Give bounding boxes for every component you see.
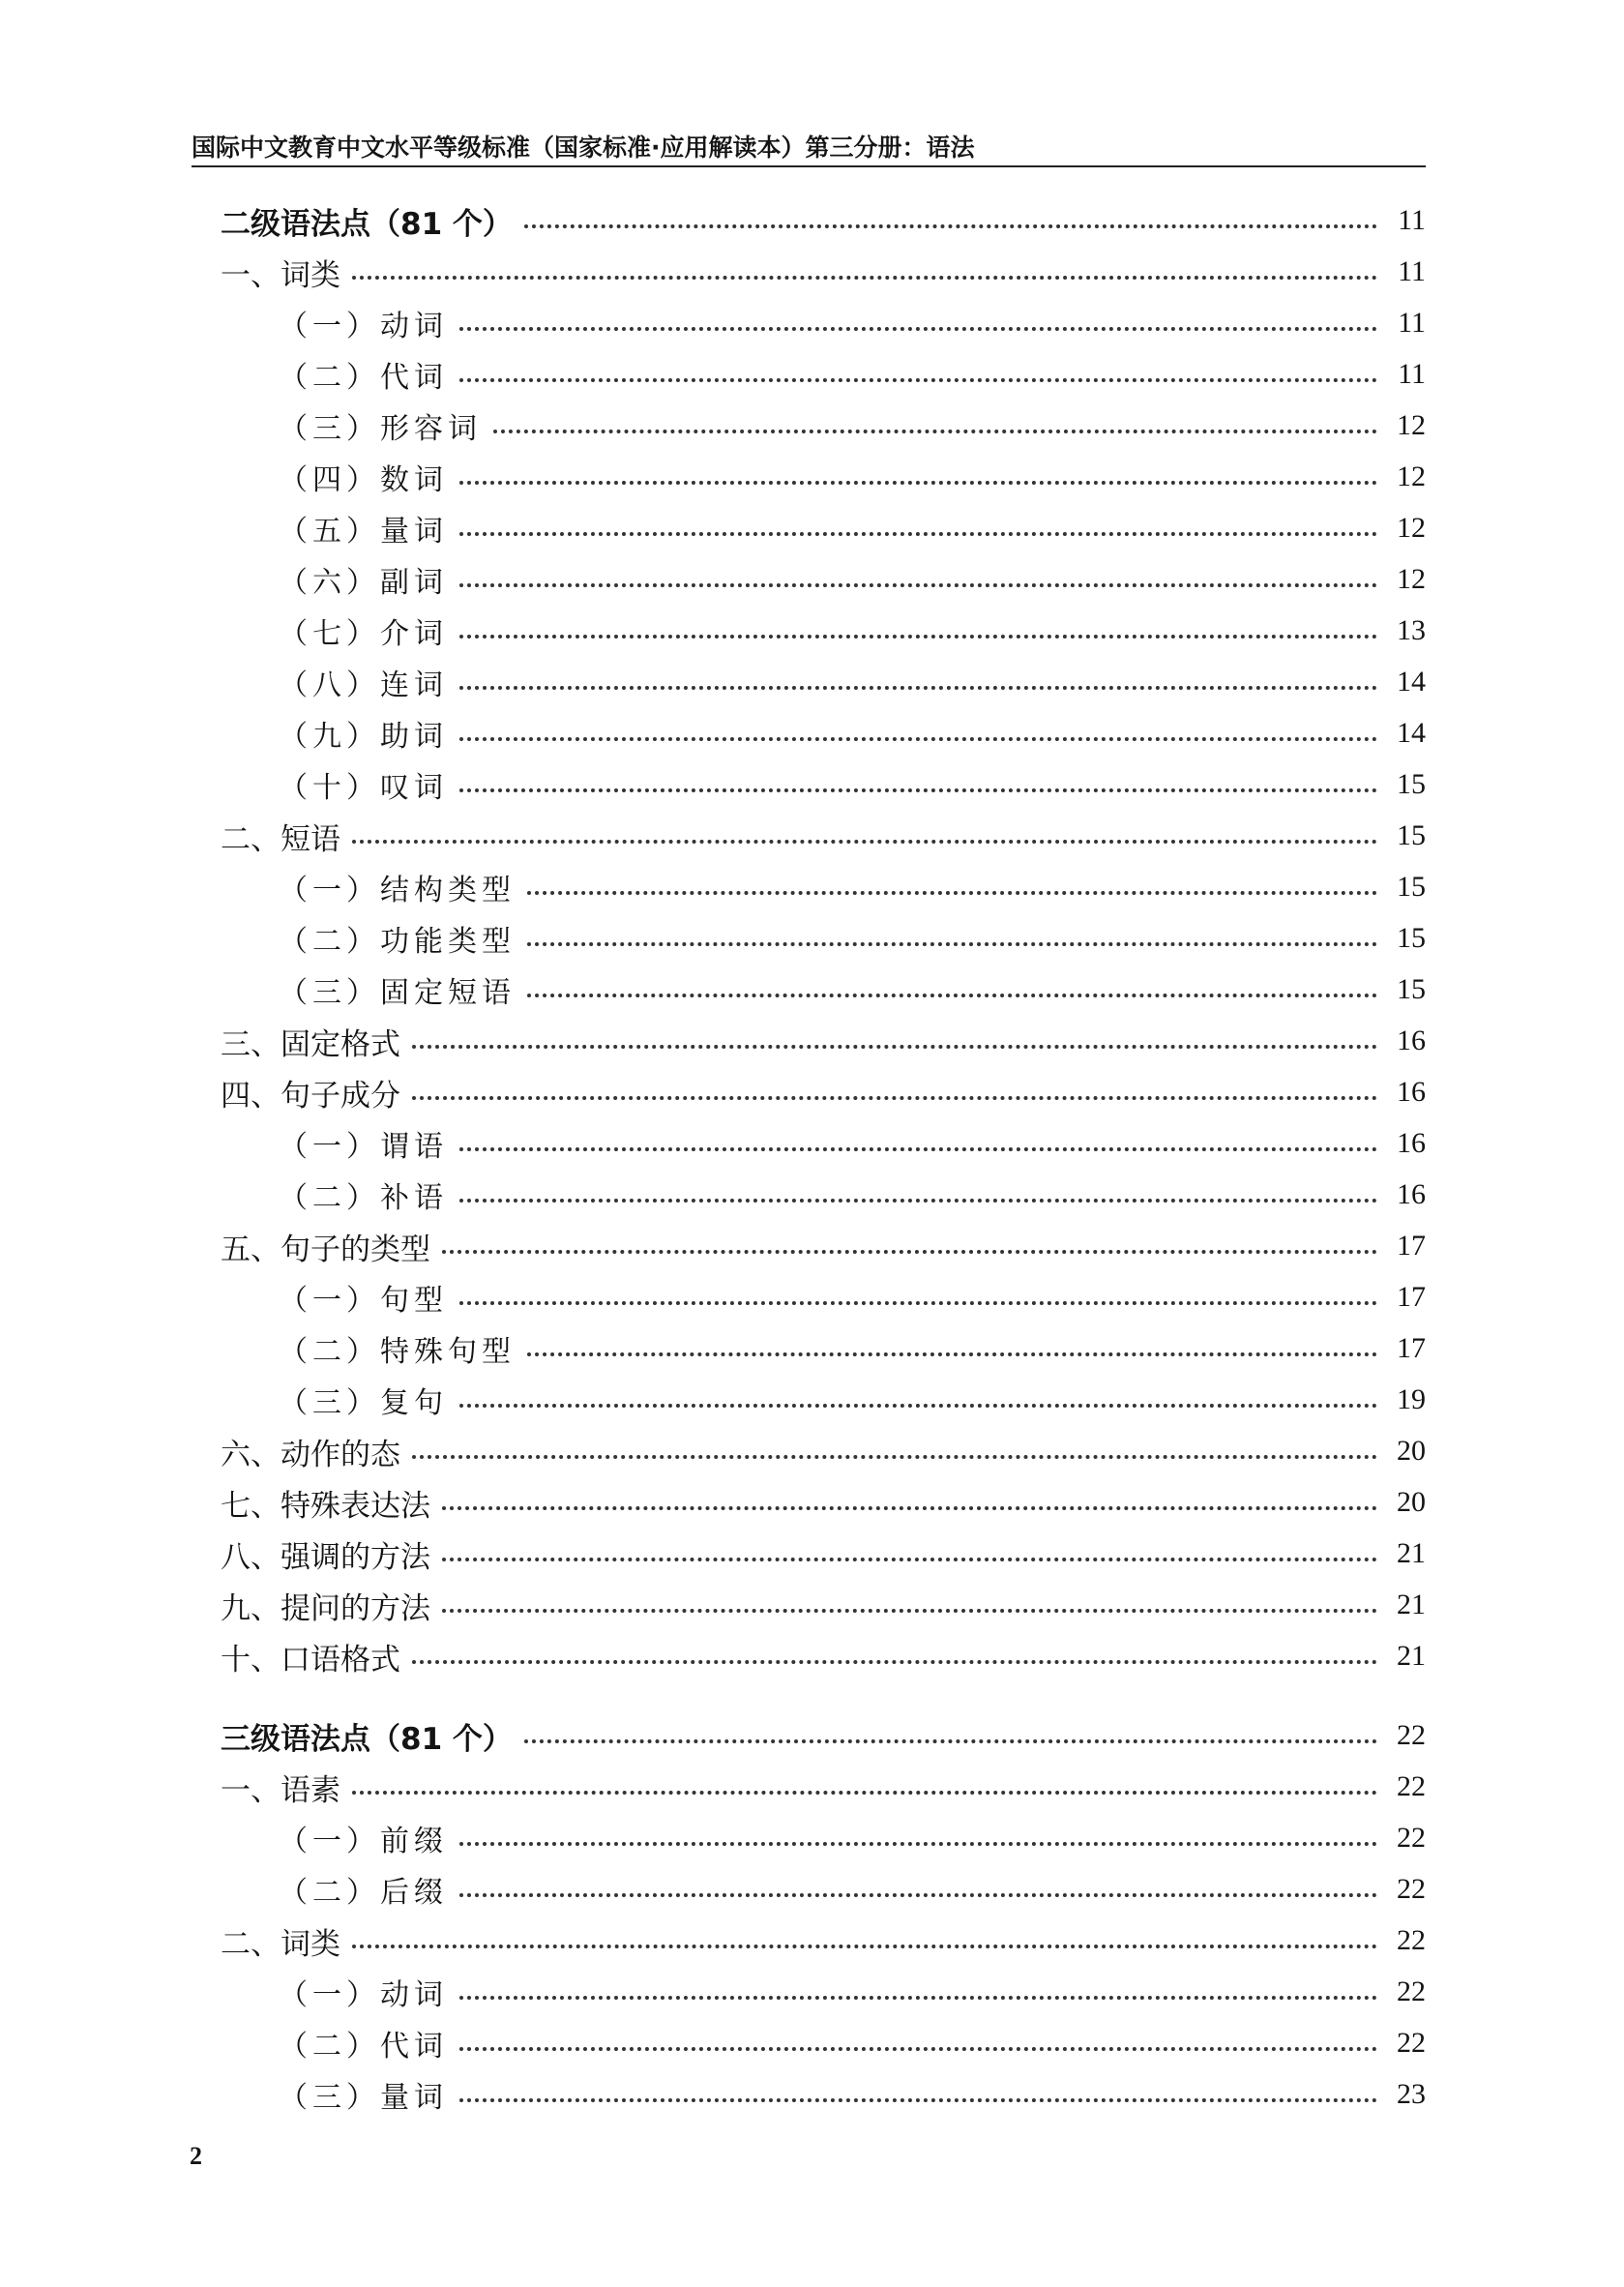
dot-leader bbox=[459, 1404, 1377, 1408]
toc-entry-label: （一）前缀 bbox=[279, 1825, 448, 1858]
dot-leader bbox=[459, 788, 1377, 792]
toc-subentry[interactable] bbox=[279, 1870, 1426, 1909]
toc-entry-page: 20 bbox=[1397, 1486, 1426, 1518]
dot-leader bbox=[352, 1945, 1377, 1948]
toc-chapter-entry[interactable] bbox=[221, 1073, 1426, 1112]
toc-entry-page: 11 bbox=[1398, 255, 1426, 287]
dot-leader bbox=[527, 1352, 1377, 1356]
toc-entry-label: （二）补语 bbox=[279, 1181, 448, 1215]
dot-leader bbox=[459, 532, 1377, 536]
toc-entry-label: （一）动词 bbox=[279, 1978, 448, 2012]
toc-entry-page: 21 bbox=[1397, 1589, 1426, 1620]
toc-entry-label: 三级语法点（81 个） bbox=[221, 1721, 513, 1757]
toc-subentry[interactable] bbox=[279, 304, 1426, 342]
toc-entry-label: 二、短语 bbox=[221, 821, 340, 857]
toc-chapter-entry[interactable] bbox=[221, 1483, 1426, 1522]
toc-entry-label: 七、特殊表达法 bbox=[221, 1488, 430, 1524]
toc-entry-page: 15 bbox=[1397, 871, 1426, 903]
dot-leader bbox=[459, 635, 1377, 639]
toc-entry-label: （六）副词 bbox=[279, 566, 448, 600]
toc-entry-page: 22 bbox=[1397, 1719, 1426, 1751]
dot-leader bbox=[524, 224, 1377, 228]
toc-chapter-entry[interactable] bbox=[221, 1432, 1426, 1470]
toc-entry-page: 22 bbox=[1397, 1975, 1426, 2007]
dot-leader bbox=[459, 1996, 1377, 2000]
toc-chapter-entry[interactable] bbox=[221, 1022, 1426, 1060]
toc-entry-label: 三、固定格式 bbox=[221, 1026, 400, 1062]
toc-chapter-entry[interactable] bbox=[221, 1227, 1426, 1265]
toc-entry-page: 21 bbox=[1397, 1640, 1426, 1672]
toc-entry-page: 17 bbox=[1397, 1332, 1426, 1364]
toc-entry-label: 四、句子成分 bbox=[221, 1078, 400, 1114]
dot-leader bbox=[459, 378, 1377, 382]
dot-leader bbox=[352, 840, 1377, 844]
toc-entry-label: （二）功能类型 bbox=[279, 925, 516, 959]
dot-leader bbox=[442, 1506, 1377, 1510]
toc-chapter-entry[interactable] bbox=[221, 1586, 1426, 1624]
toc-section-heading[interactable] bbox=[221, 1716, 1426, 1755]
toc-subentry[interactable] bbox=[279, 1973, 1426, 2011]
toc-subentry[interactable] bbox=[279, 1124, 1426, 1163]
toc-entry-page: 23 bbox=[1397, 2078, 1426, 2110]
toc-subentry[interactable] bbox=[279, 868, 1426, 906]
dot-leader bbox=[459, 583, 1377, 587]
toc-subentry[interactable] bbox=[279, 1819, 1426, 1857]
toc-entry-page: 12 bbox=[1397, 563, 1426, 595]
toc-entry-label: 一、词类 bbox=[221, 257, 340, 293]
toc-entry-page: 21 bbox=[1397, 1537, 1426, 1569]
dot-leader bbox=[459, 1893, 1377, 1897]
toc-subentry[interactable] bbox=[279, 509, 1426, 548]
toc-subentry[interactable] bbox=[279, 1278, 1426, 1317]
toc-entry-page: 17 bbox=[1397, 1230, 1426, 1262]
toc-subentry[interactable] bbox=[279, 970, 1426, 1009]
dot-leader bbox=[412, 1660, 1377, 1664]
toc-entry-page: 12 bbox=[1397, 460, 1426, 492]
dot-leader bbox=[412, 1096, 1377, 1100]
dot-leader bbox=[459, 737, 1377, 741]
toc-entry-label: （二）代词 bbox=[279, 361, 448, 395]
dot-leader bbox=[524, 1739, 1377, 1743]
dot-leader bbox=[459, 2047, 1377, 2051]
toc-entry-label: （八）连词 bbox=[279, 668, 448, 702]
toc-entry-page: 22 bbox=[1397, 1822, 1426, 1854]
toc-entry-label: （四）数词 bbox=[279, 463, 448, 497]
page-number: 2 bbox=[190, 2142, 202, 2170]
toc-entry-label: （三）固定短语 bbox=[279, 976, 516, 1010]
toc-chapter-entry[interactable] bbox=[221, 1921, 1426, 1960]
toc-chapter-entry[interactable] bbox=[221, 1767, 1426, 1806]
toc-subentry[interactable] bbox=[279, 714, 1426, 753]
toc-entry-page: 15 bbox=[1397, 819, 1426, 851]
dot-leader bbox=[459, 1147, 1377, 1151]
toc-entry-label: （十）叹词 bbox=[279, 771, 448, 805]
toc-entry-label: （一）结构类型 bbox=[279, 874, 516, 907]
toc-entry-page: 22 bbox=[1397, 1770, 1426, 1802]
toc-chapter-entry[interactable] bbox=[221, 1637, 1426, 1676]
toc-subentry[interactable] bbox=[279, 2024, 1426, 2063]
dot-leader bbox=[459, 1199, 1377, 1203]
toc-entry-page: 11 bbox=[1398, 307, 1426, 339]
toc-entry-page: 15 bbox=[1397, 768, 1426, 800]
toc-entry-label: （五）量词 bbox=[279, 515, 448, 549]
toc-entry-label: （三）形容词 bbox=[279, 412, 482, 446]
dot-leader bbox=[442, 1609, 1377, 1613]
toc-subentry[interactable] bbox=[279, 2075, 1426, 2114]
toc-subentry[interactable] bbox=[279, 765, 1426, 804]
toc-entry-label: 十、口语格式 bbox=[221, 1642, 400, 1678]
dot-leader bbox=[527, 942, 1377, 946]
toc-subentry[interactable] bbox=[279, 1175, 1426, 1214]
toc-entry-page: 15 bbox=[1397, 973, 1426, 1005]
toc-entry-label: 二、词类 bbox=[221, 1926, 340, 1962]
toc-entry-label: （一）动词 bbox=[279, 310, 448, 343]
toc-subentry[interactable] bbox=[279, 406, 1426, 445]
dot-leader bbox=[459, 2098, 1377, 2102]
toc-entry-label: （七）介词 bbox=[279, 617, 448, 651]
toc-subentry[interactable] bbox=[279, 611, 1426, 650]
toc-entry-label: 一、语素 bbox=[221, 1772, 340, 1808]
toc-chapter-entry[interactable] bbox=[221, 1534, 1426, 1573]
toc-entry-label: （二）代词 bbox=[279, 2030, 448, 2064]
dot-leader bbox=[412, 1455, 1377, 1459]
dot-leader bbox=[459, 1301, 1377, 1305]
toc-entry-page: 16 bbox=[1397, 1025, 1426, 1056]
running-header: 国际中文教育中文水平等级标准（国家标准·应用解读本）第三分册：语法 bbox=[192, 134, 975, 162]
toc-entry-page: 12 bbox=[1397, 512, 1426, 544]
dot-leader bbox=[459, 686, 1377, 690]
toc-entry-page: 16 bbox=[1397, 1127, 1426, 1159]
dot-leader bbox=[459, 481, 1377, 485]
toc-subentry[interactable] bbox=[279, 355, 1426, 394]
toc-chapter-entry[interactable] bbox=[221, 817, 1426, 855]
toc-entry-page: 12 bbox=[1397, 409, 1426, 441]
toc-entry-page: 11 bbox=[1398, 358, 1426, 390]
toc-entry-page: 20 bbox=[1397, 1435, 1426, 1467]
dot-leader bbox=[459, 1842, 1377, 1846]
toc-subentry[interactable] bbox=[279, 1381, 1426, 1419]
toc-entry-page: 22 bbox=[1397, 1924, 1426, 1956]
toc-subentry[interactable] bbox=[279, 919, 1426, 958]
toc-subentry[interactable] bbox=[279, 458, 1426, 496]
toc-entry-page: 22 bbox=[1397, 2027, 1426, 2059]
toc-entry-page: 15 bbox=[1397, 922, 1426, 954]
toc-chapter-entry[interactable] bbox=[221, 252, 1426, 291]
dot-leader bbox=[493, 430, 1377, 433]
toc-entry-page: 14 bbox=[1397, 717, 1426, 749]
toc-section-heading[interactable] bbox=[221, 201, 1426, 240]
toc-entry-label: （一）句型 bbox=[279, 1284, 448, 1318]
toc-entry-page: 13 bbox=[1397, 614, 1426, 646]
toc-entry-label: （二）特殊句型 bbox=[279, 1335, 516, 1369]
toc-entry-page: 22 bbox=[1397, 1873, 1426, 1905]
toc-entry-page: 16 bbox=[1397, 1076, 1426, 1108]
toc-entry-page: 19 bbox=[1397, 1383, 1426, 1415]
dot-leader bbox=[527, 994, 1377, 997]
toc-entry-label: （九）助词 bbox=[279, 720, 448, 754]
toc-entry-label: （三）复句 bbox=[279, 1386, 448, 1420]
toc-entry-label: 九、提问的方法 bbox=[221, 1590, 430, 1626]
toc-entry-page: 11 bbox=[1398, 204, 1426, 236]
dot-leader bbox=[527, 891, 1377, 895]
toc-entry-page: 16 bbox=[1397, 1178, 1426, 1210]
toc-subentry[interactable] bbox=[279, 663, 1426, 701]
dot-leader bbox=[412, 1045, 1377, 1049]
toc-entry-label: （一）谓语 bbox=[279, 1130, 448, 1164]
dot-leader bbox=[352, 1791, 1377, 1795]
toc-entry-label: 六、动作的态 bbox=[221, 1437, 400, 1472]
dot-leader bbox=[352, 276, 1377, 280]
dot-leader bbox=[442, 1558, 1377, 1561]
dot-leader bbox=[442, 1250, 1377, 1254]
toc-subentry[interactable] bbox=[279, 560, 1426, 599]
toc-entry-label: 二级语法点（81 个） bbox=[221, 206, 513, 242]
toc-entry-page: 14 bbox=[1397, 666, 1426, 698]
toc-entry-label: 五、句子的类型 bbox=[221, 1232, 430, 1267]
toc-entry-label: （三）量词 bbox=[279, 2081, 448, 2115]
toc-entry-label: 八、强调的方法 bbox=[221, 1539, 430, 1575]
toc-entry-label: （二）后缀 bbox=[279, 1876, 448, 1910]
toc-subentry[interactable] bbox=[279, 1329, 1426, 1368]
toc-entry-page: 17 bbox=[1397, 1281, 1426, 1313]
dot-leader bbox=[459, 327, 1377, 331]
